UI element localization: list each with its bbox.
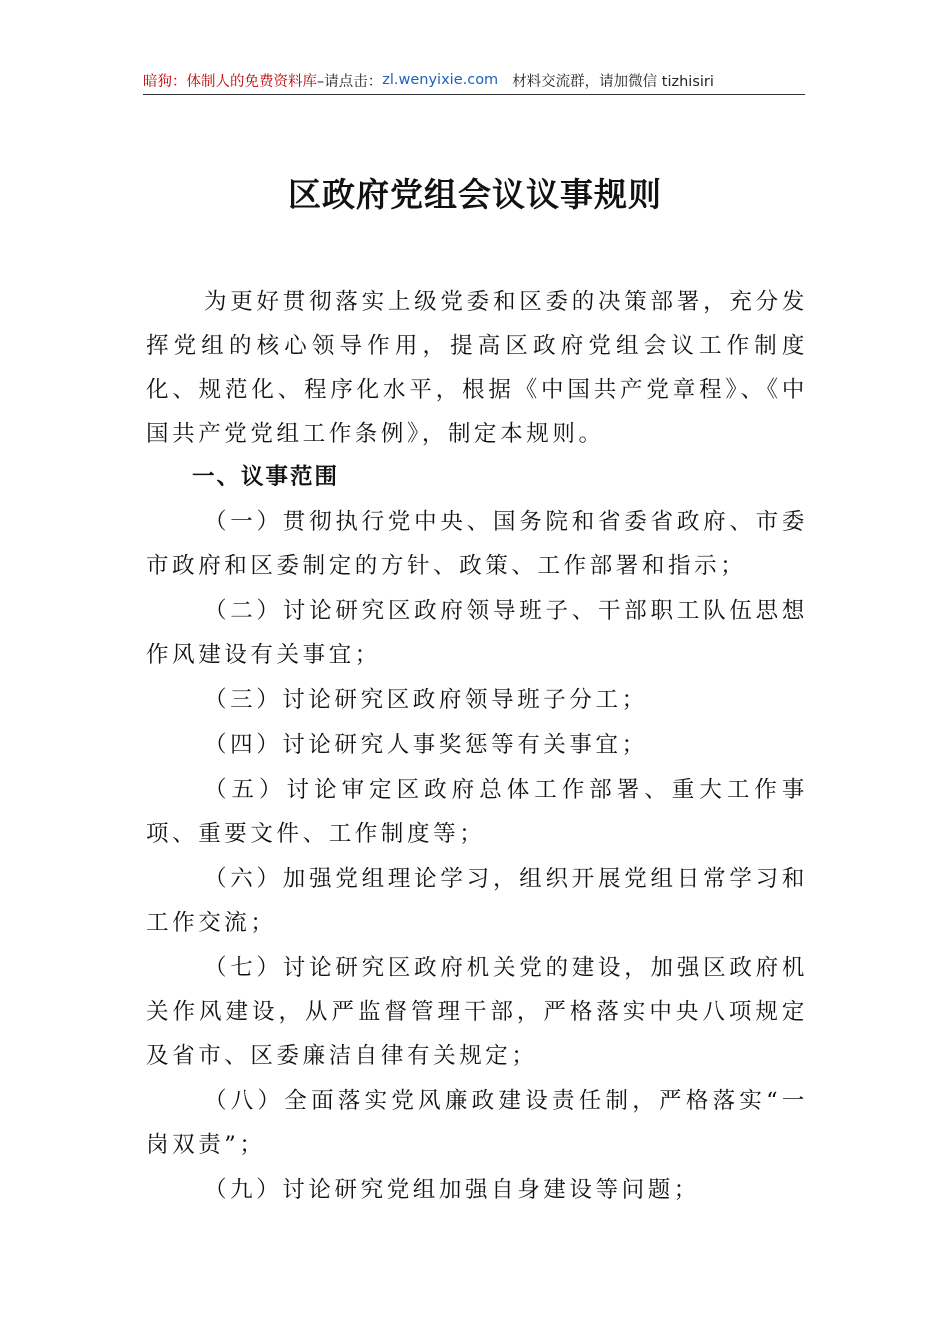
section-heading: 一、议事范围 — [192, 464, 340, 490]
section-item-list — [146, 500, 808, 1213]
document-title: 区政府党组会议议事规则 — [288, 175, 662, 214]
list-item: （四）讨论研究人事奖惩等有关事宜； — [204, 732, 648, 758]
list-item: （八）全面落实党风廉政建设责任制，严格落实“一岗双责”； — [146, 1088, 808, 1158]
intro-paragraph: 为更好贯彻落实上级党委和区委的决策部署，充分发挥党组的核心领导作用，提高区政府党组会议工作制度化、规范化、程序化水平，根据《中国共产党章程》、《中国共产党党组工作条例》，制定本规则。 — [146, 289, 808, 447]
list-item: （二）讨论研究区政府领导班子、干部职工队伍思想作风建设有关事宜； — [146, 598, 808, 668]
intro-block — [146, 280, 808, 456]
list-item: （六）加强党组理论学习，组织开展党组日常学习和工作交流； — [146, 866, 808, 936]
list-item: （七）讨论研究区政府机关党的建设，加强区政府机关作风建设，从严监督管理干部，严格落实中央八项规定及省市、区委廉洁自律有关规定； — [146, 955, 808, 1069]
page-header — [143, 66, 805, 95]
header-brand: 暗狗：体制人的免费资料库 — [143, 73, 317, 90]
header-url-link[interactable]: zl.wenyixie.com — [382, 72, 499, 88]
list-item: （三）讨论研究区政府领导班子分工； — [204, 687, 648, 713]
header-click-text: –请点击： — [317, 73, 383, 90]
list-item: （一）贯彻执行党中央、国务院和省委省政府、市委市政府和区委制定的方针、政策、工作部署和指示； — [146, 509, 808, 579]
header-contact: 材料交流群，请加微信 tizhisiri — [512, 73, 714, 90]
list-item: （五）讨论审定区政府总体工作部署、重大工作事项、重要文件、工作制度等； — [146, 777, 808, 847]
list-item: （九）讨论研究党组加强自身建设等问题； — [204, 1177, 700, 1203]
